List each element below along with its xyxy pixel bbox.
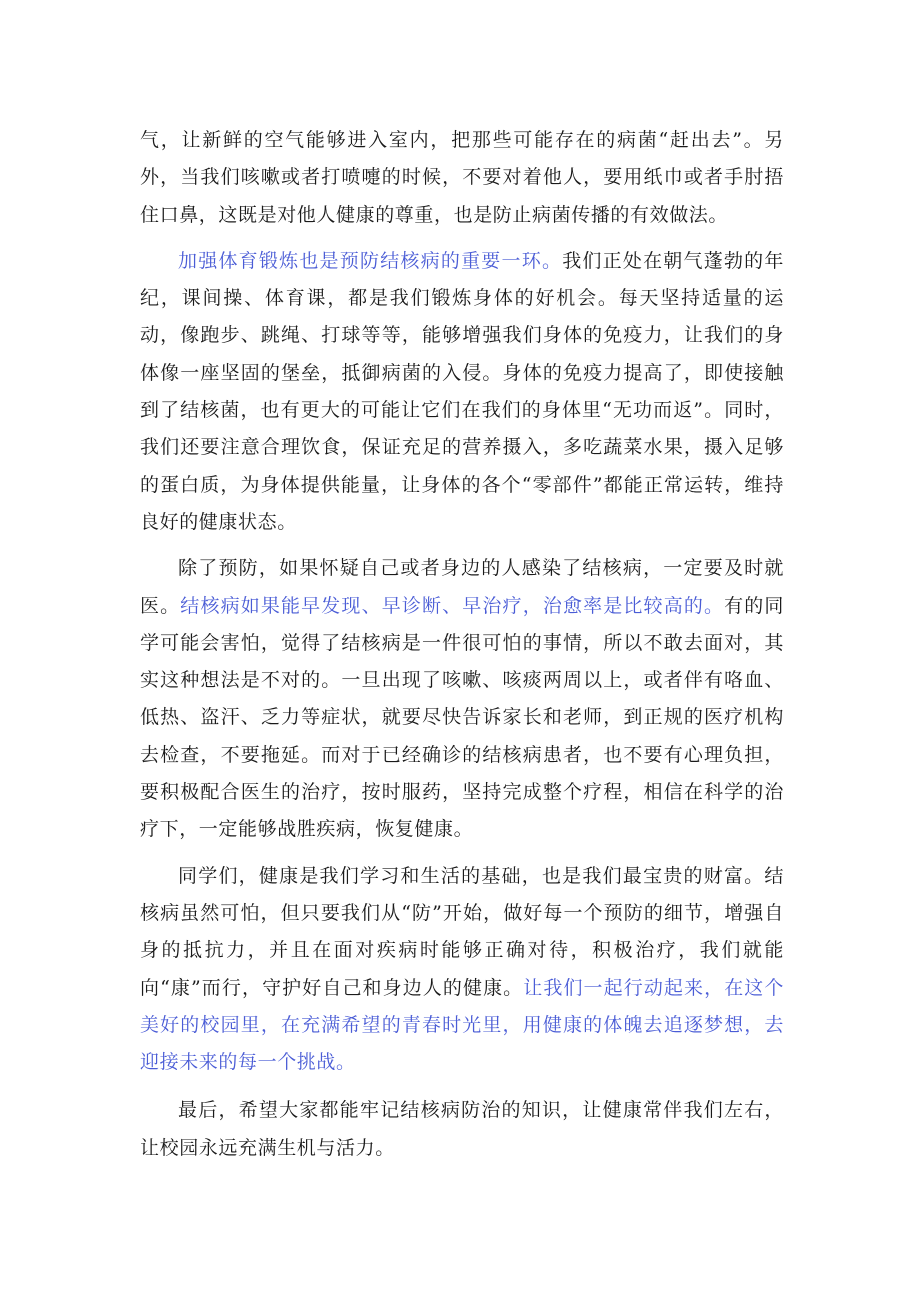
text-segment: 最后，希望大家都能牢记结核病防治的知识，让健康常伴我们左右，让校园永远充满生机与活力。 xyxy=(140,1099,784,1159)
text-segment: 我们正处在朝气蓬勃的年纪，课间操、体育课，都是我们锻炼身体的好机会。每天坚持适量的运动，像跑步、跳绳、打球等等，能够增强我们身体的免疫力，让我们的身体像一座坚固的堡垒，抵御病菌的入侵。身体的免疫力提高了，即使接触到了结核菌，也有更大的可能让它们在我们的身体里“无功而返”。同时，我们还要注意合理饮食，保证充足的营养摄入，多吃蔬菜水果，摄入足够的蛋白质，为身体提供能量，让身体的各个“零部件”都能正常运转，维持良好的健康状态。 xyxy=(140,249,784,533)
text-segment: 除了预防，如果怀疑自己或者身边的人感染了结核病，一定要及时就医。 xyxy=(140,557,784,617)
text-segment: 有的同学可能会害怕，觉得了结核病是一件很可怕的事情，所以不敢去面对，其实这种想法是不对的。一旦出现了咳嗽、咳痰两周以上，或者伴有咯血、低热、盗汗、乏力等症状，就要尽快告诉家长和老师，到正规的医疗机构去检查，不要拖延。而对于已经确诊的结核病患者，也不要有心理负担，要积极配合医生的治疗，按时服药，坚持完成整个疗程，相信在科学的治疗下，一定能够战胜疾病，恢复健康。 xyxy=(140,594,785,841)
paragraph-exercise xyxy=(140,243,784,541)
text-segment: 同学们，健康是我们学习和生活的基础，也是我们最宝贵的财富。结核病虽然可怕，但只要我们从“防”开始，做好每一个预防的细节，增强自身的抵抗力，并且在面对疾病时能够正确对待，积极治疗，我们就能向“康”而行，守护好自己和身边人的健康。 xyxy=(140,864,784,999)
text-segment: 气，让新鲜的空气能够进入室内，把那些可能存在的病菌“赶出去”。另外，当我们咳嗽或者打喷嚏的时候，不要对着他人，要用纸巾或者手肘捂住口鼻，这既是对他人健康的尊重，也是防止病菌传播的有效做法。 xyxy=(140,129,784,226)
highlighted-sentence: 加强体育锻炼也是预防结核病的重要一环。 xyxy=(178,249,563,272)
paragraph-ventilation-hygiene xyxy=(140,122,784,234)
document-body xyxy=(140,122,784,1167)
highlighted-sentence: 结核病如果能早发现、早诊断、早治疗，治愈率是比较高的。 xyxy=(180,594,725,617)
highlighted-sentence: 让我们一起行动起来，在这个美好的校园里，在充满希望的青春时光里，用健康的体魄去追逐梦想，去迎接未来的每一个挑战。 xyxy=(140,976,784,1074)
paragraph-closing xyxy=(140,1092,784,1167)
paragraph-seek-treatment xyxy=(140,550,784,848)
paragraph-health-foundation xyxy=(140,858,784,1082)
